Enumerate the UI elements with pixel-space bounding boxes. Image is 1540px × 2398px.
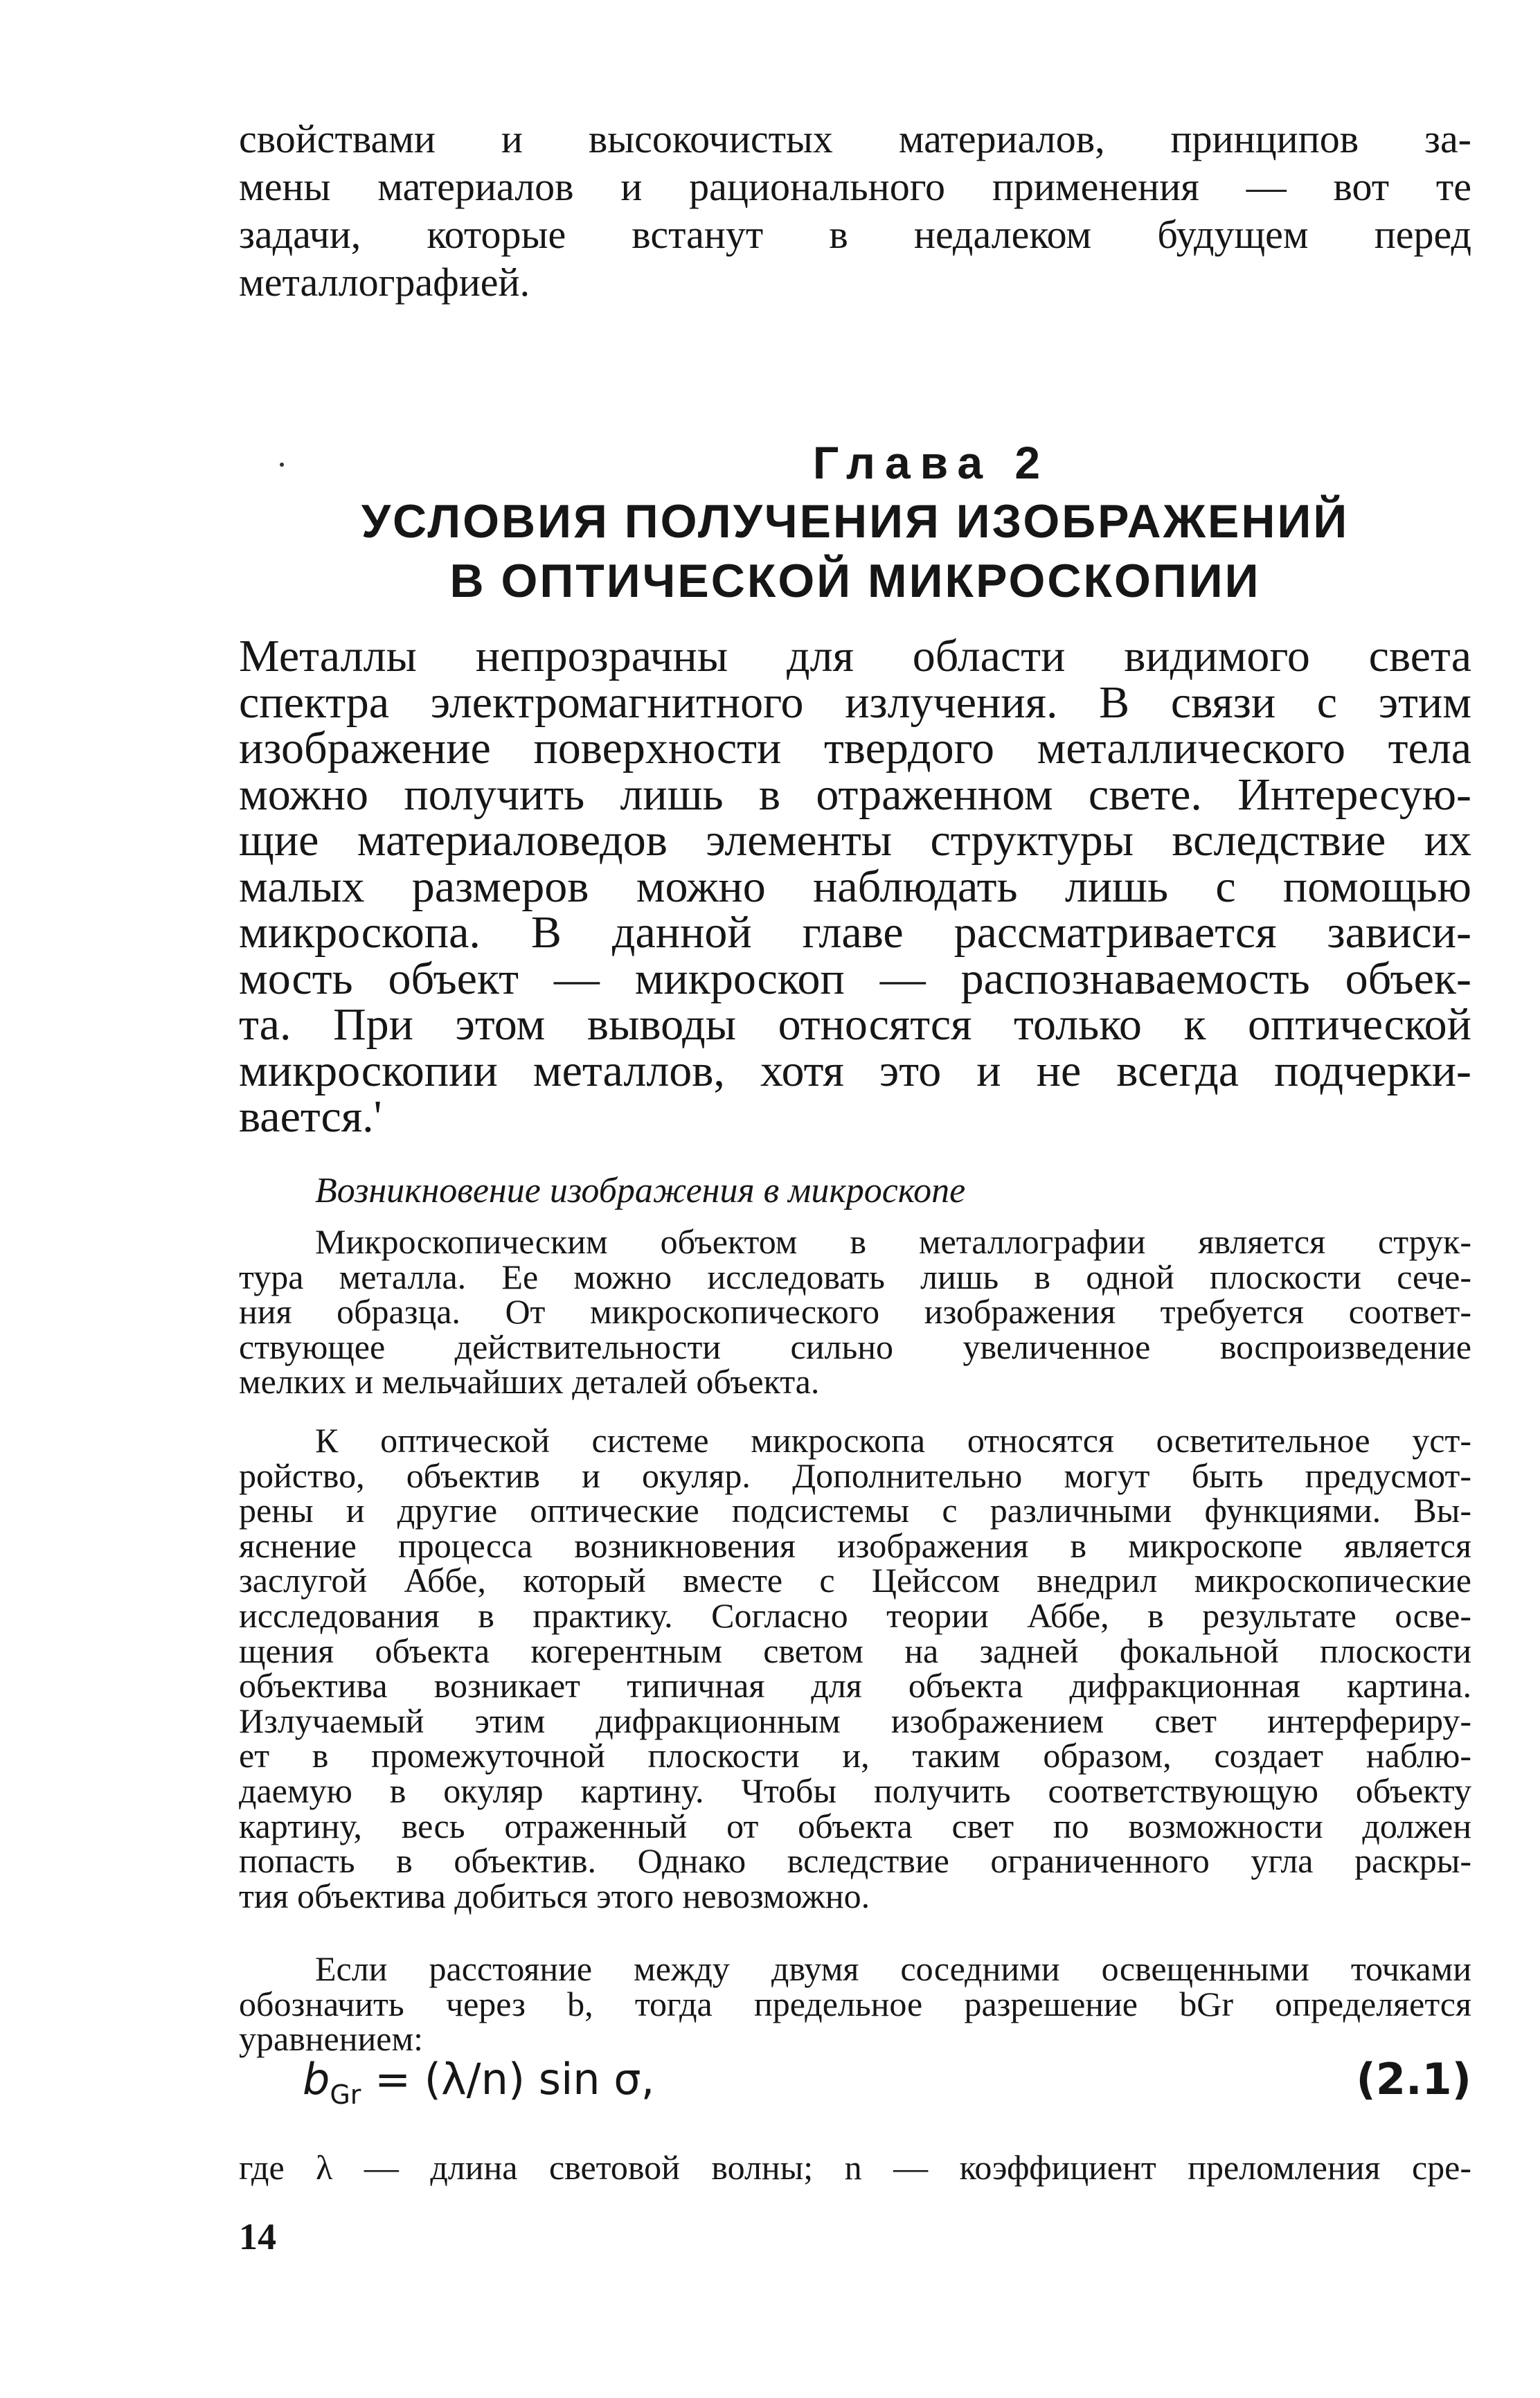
text-line: обозначить через b, тогда предельное разрешение bGr определяется	[239, 1984, 1471, 2023]
text-line: где λ — длина световой волны; n — коэффициент преломления сре-	[239, 2148, 1471, 2187]
text-line: свойствами и высокочистых материалов, принципов за-	[239, 116, 1471, 161]
text-line: можно получить лишь в отраженном свете. Интересую-	[239, 769, 1471, 820]
chapter-title-line: УСЛОВИЯ ПОЛУЧЕНИЯ ИЗОБРАЖЕНИЙ	[361, 495, 1350, 548]
equation	[303, 2048, 654, 2126]
text-line: картину, весь отраженный от объекта свет по возможности должен	[239, 1806, 1471, 1845]
text-line: ройство, объектив и окуляр. Дополнительно могут быть предусмот-	[239, 1456, 1471, 1495]
text-line: яснение процесса возникновения изображения в микроскопе является	[239, 1525, 1471, 1565]
text-line: микроскопии металлов, хотя это и не всегда подчерки-	[239, 1045, 1471, 1096]
text-line: ствующее действительности сильно увеличенное воспроизведение	[239, 1327, 1471, 1366]
equation-number: (2.1)	[1356, 2054, 1471, 2104]
body-paragraph	[239, 1222, 1471, 1402]
text-line: объектива возникает типичная для объекта дифракционная картина.	[239, 1666, 1471, 1706]
text-line: исследования в практику. Согласно теории Аббе, в результате осве-	[239, 1595, 1471, 1635]
text-line: та. При этом выводы относятся только к оптической	[239, 999, 1471, 1050]
text-line: тура металла. Ее можно исследовать лишь в одной плоскости сече-	[239, 1257, 1471, 1296]
equation-variable: b	[303, 2054, 330, 2104]
text-line: щения объекта когерентным светом на задней фокальной плоскости	[239, 1631, 1471, 1670]
text-line: мены материалов и рационального применения — вот те	[239, 164, 1471, 209]
text-line: даемую в окуляр картину. Чтобы получить соответствующую объекту	[239, 1771, 1471, 1810]
text-line: Микроскопическим объектом в металлографии является струк-	[315, 1222, 1471, 1261]
text-line: Металлы непрозрачны для области видимого света	[239, 631, 1471, 681]
chapter-title	[239, 492, 1471, 611]
continuation-line	[239, 2147, 1471, 2188]
text-line: Излучаемый этим дифракционным изображением свет интерфериру-	[239, 1701, 1471, 1740]
text-line: ния образца. От микроскопического изображения требуется соответ-	[239, 1292, 1471, 1332]
text-line: спектра электромагнитного излучения. В связи с этим	[239, 677, 1471, 728]
text-line: щие материаловедов элементы структуры вследствие их	[239, 815, 1471, 866]
text-line: рены и другие оптические подсистемы с различными функциями. Вы-	[239, 1491, 1471, 1530]
body-paragraph	[239, 1951, 1471, 2057]
equation-rhs: = (λ/n) sin σ,	[361, 2054, 655, 2104]
text-line: заслугой Аббе, который вместе с Цейссом внедрил микроскопические	[239, 1561, 1471, 1600]
continuation-paragraph	[239, 115, 1471, 306]
chapter-title-line: В ОПТИЧЕСКОЙ МИКРОСКОПИИ	[449, 555, 1261, 607]
text-line: задачи, которые встанут в недалеком будущем перед	[239, 212, 1471, 257]
intro-paragraph	[239, 631, 1471, 1142]
text-line: изображение поверхности твердого металлического тела	[239, 723, 1471, 773]
text-line: малых размеров можно наблюдать лишь с помощью	[239, 861, 1471, 912]
text-line: металлографией.	[239, 260, 530, 305]
equation-subscript: Gr	[330, 2079, 361, 2110]
page-number: 14	[239, 2216, 276, 2257]
chapter-label: Глава 2	[812, 437, 1050, 488]
text-line: ет в промежуточной плоскости и, таким образом, создает наблю-	[239, 1736, 1471, 1775]
text-line: попасть в объектив. Однако вследствие ограниченного угла раскры-	[239, 1841, 1471, 1881]
text-line: Если расстояние между двумя соседними освещенными точками	[315, 1949, 1471, 1988]
section-heading: Возникновение изображения в микроскопе	[315, 1171, 966, 1210]
text-line: вается.'	[239, 1091, 382, 1142]
equation-row	[239, 2048, 1471, 2111]
text-line: мелких и мельчайших деталей объекта.	[239, 1362, 820, 1402]
text-line: тия объектива добиться этого невозможно.	[239, 1876, 870, 1915]
body-paragraph	[239, 1423, 1471, 1913]
text-line: К оптической системе микроскопа относятся осветительное уст-	[315, 1421, 1471, 1460]
text-line: уравнением:	[239, 2019, 423, 2059]
text-line: мость объект — микроскоп — распознаваемость объек-	[239, 953, 1471, 1004]
text-line: микроскопа. В данной главе рассматривается зависи-	[239, 907, 1471, 958]
